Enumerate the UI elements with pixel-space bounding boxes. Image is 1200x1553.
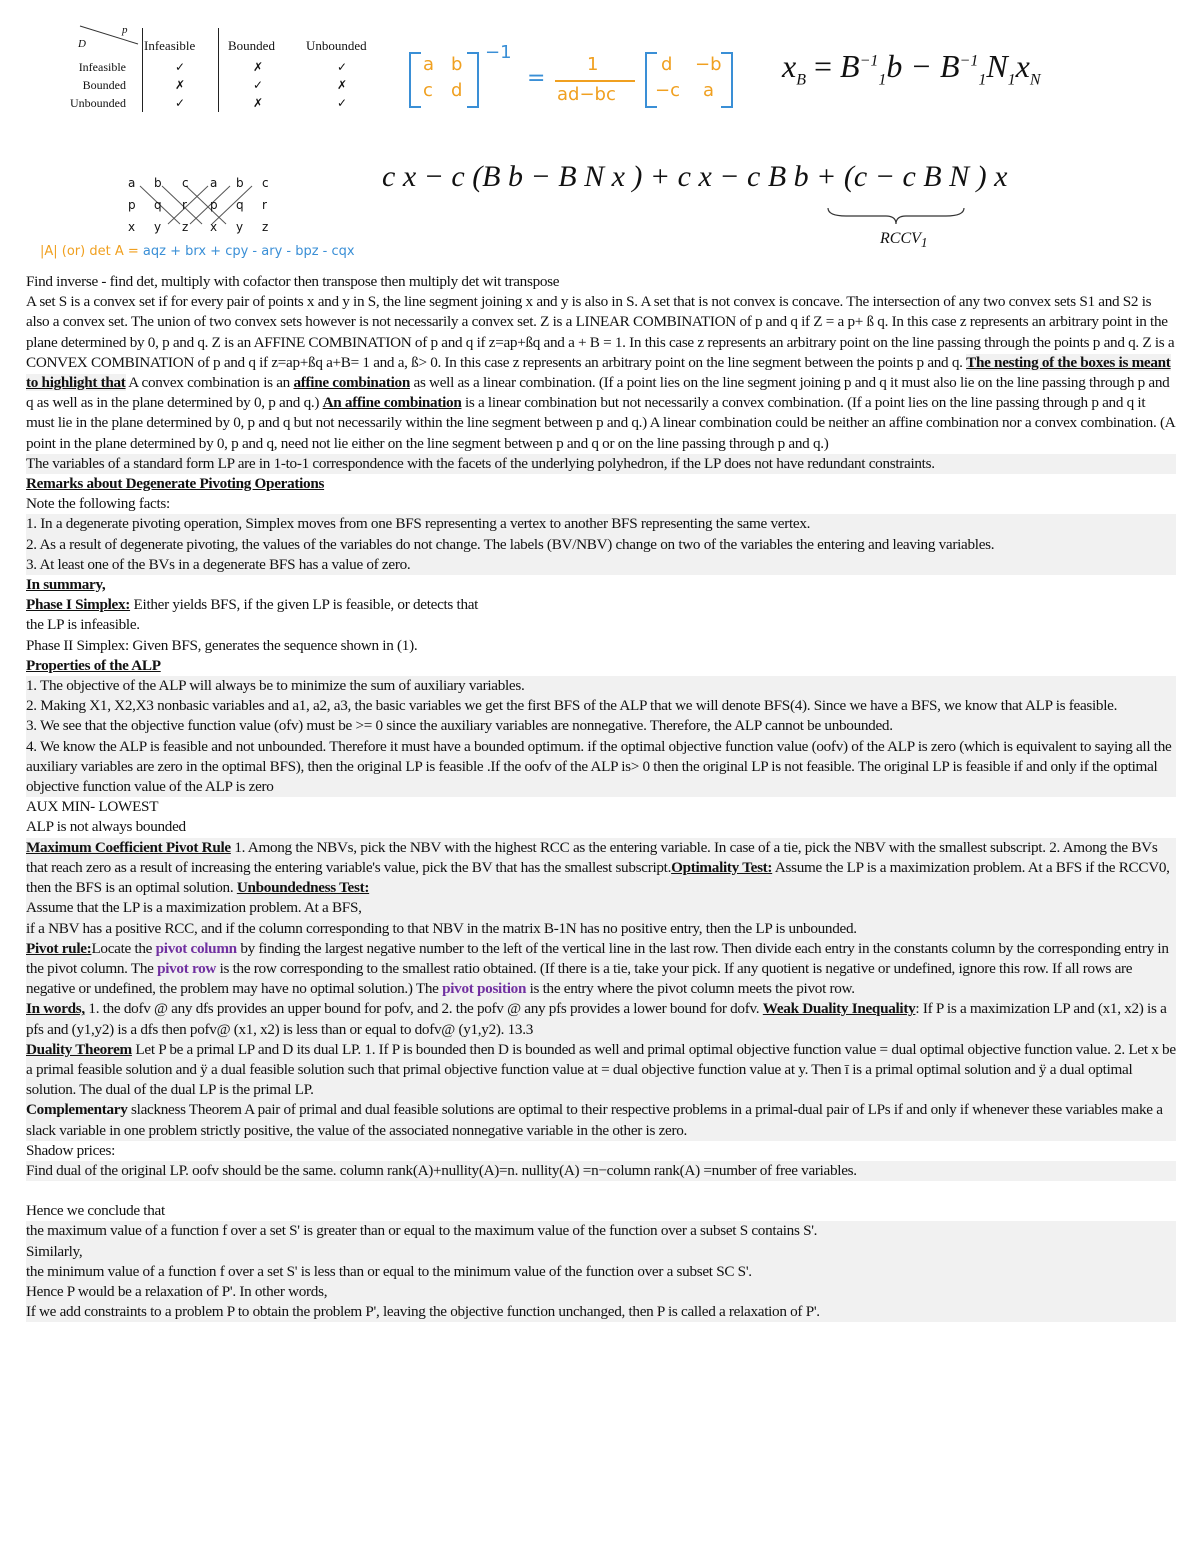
text-line: the minimum value of a function f over a set S' is less than or equal to the minimum value of the function over a subset SC S'. — [26, 1262, 1176, 1282]
underlined-text: Maximum Coefficient Pivot Rule — [26, 838, 231, 856]
det-letter: a — [128, 176, 136, 190]
fraction-denominator: ad−bc — [557, 84, 616, 105]
matrix-entry: a — [703, 80, 715, 101]
det-letter: c — [182, 176, 189, 190]
eq-part: B — [840, 48, 860, 84]
det-letter: x — [210, 220, 218, 234]
table-cell: ✓ — [252, 78, 264, 92]
col-header-unbounded: Unbounded — [306, 38, 367, 53]
determinant-arrows — [120, 180, 320, 230]
purple-term: pivot position — [442, 980, 527, 998]
text-line: Note the following facts: — [26, 495, 170, 513]
rccv-label — [880, 230, 928, 251]
notes-body — [26, 272, 1176, 1322]
cost-equation: c x − c (B b − B N x ) + c x − c B b + (c − c B N ) x — [382, 160, 1008, 193]
col-header-infeasible: Infeasible — [144, 38, 196, 53]
det-letter: y — [236, 220, 244, 234]
text-line: ALP is not always bounded — [26, 818, 186, 836]
col-header-bounded: Bounded — [228, 38, 275, 53]
det-expression: aqz + brx + cpy - ary - bpz - cqx — [142, 244, 355, 259]
text-line: Find inverse - find det, multiply with cofactor then transpose then multiply det wit transpose — [26, 273, 560, 290]
basic-variable-equation — [782, 48, 1041, 89]
paragraph-convexity — [26, 292, 1176, 454]
text-span: is the row corresponding to the smallest ratio obtained. (If there is a tie, take your pick. If any quotient is negative or undefined, ignore this row. If all rows are negative or undefined, the problem may have no optimal solution.) The — [26, 959, 1133, 998]
text-line: Phase II Simplex: Given BFS, generates the sequence shown in (1). — [26, 636, 418, 654]
text-span: A convex combination is an — [125, 374, 294, 392]
det-letter: r — [262, 198, 267, 212]
table-cell: ✗ — [336, 78, 348, 92]
text-span: as well as a linear combination. (If a point lies on the line segment joining p and q it must also lie on the line passing through p and q as well as in the plane determined by 0, p and q.) — [26, 374, 1170, 412]
text-span: Either yields BFS, if the given LP is feasible, or detects that — [130, 596, 479, 614]
det-letter: y — [154, 220, 162, 234]
det-letter: c — [262, 176, 269, 190]
underlined-text: Unboundedness Test: — [236, 879, 370, 897]
text-line: 2. Making X1, X2,X3 nonbasic variables and a1, a2, a3, the basic variables we get the first BFS of the ALP that we will denote BFS(4). Since we have a BFS, we know that ALP is feasible. — [26, 696, 1176, 716]
eq-part: b − B — [886, 48, 960, 84]
eq-sub: B — [796, 71, 806, 89]
matrix-entry: −b — [695, 54, 722, 75]
eq-sign: = — [813, 48, 833, 84]
text-line: Hence we conclude that — [26, 1202, 165, 1220]
underlined-text: The nesting of the boxes is meant to highlight that — [26, 353, 1171, 392]
det-letter: x — [128, 220, 136, 234]
table-cell: ✓ — [336, 96, 348, 110]
text-line: 1. In a degenerate pivoting operation, Simplex moves from one BFS representing a vertex to another BFS representing the same vertex. — [26, 514, 1176, 534]
det-letter: p — [210, 198, 218, 212]
text-line: Find dual of the original LP. oofv should be the same. column rank(A)+nullity(A)=n. nullity(A) =n−column rank(A) =number of free variables. — [26, 1161, 1176, 1181]
eq-part: N — [986, 48, 1008, 84]
purple-term: pivot column — [155, 939, 237, 957]
text-span: by finding the largest negative number to the left of the vertical line in the last row. Then divide each entry in the constants column by the corresponding entry in the pivot column. The — [26, 939, 1169, 977]
table-cell: ✓ — [174, 60, 186, 74]
det-letter: b — [154, 176, 162, 190]
eq-sub: N — [1029, 71, 1041, 89]
purple-term: pivot row — [157, 959, 217, 977]
corner-label-d: D — [78, 38, 86, 50]
eq-part: x — [1015, 48, 1030, 84]
underlined-text: affine combination — [293, 374, 410, 392]
det-letter: q — [154, 198, 162, 212]
determinant-diagram — [40, 172, 380, 262]
row-label-bounded: Bounded — [82, 78, 126, 92]
text-span: slackness Theorem A pair of primal and dual feasible solutions are optimal to their respective problems in a primal-dual pair of LPs if and only if whenever these variables make a slack variable in one problem strictly positive, the value of the associated nonnegative variable in the other is zero. — [26, 1101, 1163, 1139]
text-span: : If P is a maximization LP and (x1, x2) is a pfs and (y1,y2) is a dfs then pofv@ (x1, x2) is less than or equal to dofv@ (y1,y2). 13.3 — [26, 1000, 1167, 1038]
underlined-text: Phase I Simplex: — [26, 596, 131, 614]
row-label-infeasible: Infeasible — [78, 60, 126, 74]
table-cell: ✓ — [336, 60, 348, 74]
inverse-exponent: −1 — [485, 42, 512, 63]
eq-sub: 1 — [878, 71, 887, 89]
eq-sub: 1 — [1007, 71, 1016, 89]
underbrace — [826, 206, 966, 226]
eq-sub: 1 — [978, 71, 987, 89]
underlined-text: Pivot rule: — [26, 939, 92, 957]
underlined-text: Optimality Test: — [671, 858, 773, 876]
heading: In summary, — [26, 576, 106, 594]
matrix-entry: b — [451, 54, 463, 75]
text-line: Shadow prices: — [26, 1141, 116, 1159]
eq-sup: −1 — [859, 52, 879, 70]
underlined-text: An affine combination — [322, 394, 462, 412]
matrix-entry: c — [423, 80, 433, 101]
underlined-text: Weak Duality Inequality — [762, 1000, 916, 1018]
table-cell: ✓ — [174, 96, 186, 110]
row-label-unbounded: Unbounded — [70, 96, 126, 110]
heading: Properties of the ALP — [26, 656, 161, 674]
text-line: the LP is infeasible. — [26, 616, 140, 634]
text-line: The variables of a standard form LP are in 1-to-1 correspondence with the facets of the underlying polyhedron, if the LP does not have redundant constraints. — [26, 454, 1176, 474]
text-span: Locate the — [91, 939, 156, 957]
det-letter: p — [128, 198, 136, 212]
table-cell: ✗ — [174, 78, 186, 92]
text-line: 3. We see that the objective function value (ofv) must be >= 0 since the auxiliary variables are nonnegative. Therefore, the ALP cannot be unbounded. — [26, 716, 1176, 736]
det-letter: r — [182, 198, 187, 212]
matrix-entry: −c — [655, 80, 680, 101]
determinant-formula — [40, 244, 355, 259]
underlined-text: In words, — [26, 1000, 85, 1018]
det-letter: z — [182, 220, 189, 234]
text-line: 4. We know the ALP is feasible and not unbounded. Therefore it must have a bounded optimum. if the optimal objective function value (oofv) of the ALP is zero (which is equivalent to saying all the auxiliary variables are zero in the optimal BFS), then the original LP is feasible .If the oofv of the ALP is> 0 then the original LP is not feasible. The original LP is feasible if and only if the optimal objective function value of the ALP is zero — [26, 737, 1176, 798]
text-line: Similarly, — [26, 1242, 1176, 1262]
text-line: Assume that the LP is a maximization problem. At a BFS, — [26, 898, 1176, 918]
det-letter: z — [262, 220, 269, 234]
text-span: is a linear combination but not necessarily a convex combination. (If a point lies on the line passing through p and q it must lie in the plane determined by 0, p and q but not necessarily within the line segment between p and q.) A linear combination could be neither an affine combination nor a convex combination. (A point in the plane determined by 0, p and q, need not lie either on the line segment between p and q or on the line passing through p and q.) — [26, 394, 1175, 452]
matrix-inverse-formula — [405, 42, 735, 113]
text-span: Assume the LP is a maximization problem. At a BFS if the RCCV0, then the BFS is an optimal solution. — [26, 858, 1170, 897]
text-line: 1. The objective of the ALP will always be to minimize the sum of auxiliary variables. — [26, 676, 1176, 696]
primal-dual-table — [48, 24, 388, 114]
text-line: AUX MIN- LOWEST — [26, 798, 159, 816]
text-span: 1. Among the NBVs, pick the NBV with the highest RCC as the entering variable. In case of a tie, pick the NBV with the smallest subscript. 2. Among the BVs that reach zero as a result of increasing the entering variable's value, pick the BV that has the smallest subscript. — [26, 838, 1158, 876]
text-line: If we add constraints to a problem P to obtain the problem P', leaving the objective function unchanged, then P is called a relaxation of P'. — [26, 1302, 1176, 1322]
eq-lhs: x — [782, 48, 797, 84]
fraction-numerator: 1 — [587, 54, 599, 75]
rccv-text: RCCV — [880, 230, 921, 247]
corner-label-p: p — [122, 24, 128, 36]
eq-sup: −1 — [959, 52, 979, 70]
bold-text: Complementary — [26, 1101, 128, 1119]
table-cell: ✗ — [252, 96, 264, 110]
text-span: Let P be a primal LP and D its dual LP. 1. If P is bounded then D is bounded as well and primal optimal objective function value = dual optimal objective function value. 2. Let x be a primal feasible solution and ÿ a dual feasible solution such that primal objective function value at = dual objective function value at y. Then ī is a primal optimal solution and ÿ a dual optimal solution. The dual of the dual LP is the primal LP. — [26, 1040, 1176, 1099]
heading: Remarks about Degenerate Pivoting Operations — [26, 475, 325, 493]
det-letter: a — [210, 176, 218, 190]
text-line: the maximum value of a function f over a set S' is greater than or equal to the maximum value of the function over a subset S contains S'. — [26, 1221, 1176, 1241]
rccv-sub: 1 — [920, 235, 928, 251]
text-line: 3. At least one of the BVs in a degenerate BFS has a value of zero. — [26, 555, 1176, 575]
matrix-entry: a — [423, 54, 435, 75]
text-span: 1. the dofv @ any dfs provides an upper bound for pofv, and 2. the pofv @ any pfs provides a lower bound for dofv. — [84, 1000, 763, 1018]
underlined-text: Duality Theorem — [26, 1040, 132, 1058]
table-cell: ✗ — [252, 60, 264, 74]
text-line: Hence P would be a relaxation of P'. In other words, — [26, 1282, 1176, 1302]
matrix-entry: d — [451, 80, 463, 101]
text-span: A set S is a convex set if for every pair of points x and y in S, the line segment joining x and y is also in S. A set that is not convex is concave. The intersection of any two convex sets S1 and S2 is also a convex set. The union of two convex sets however is not necessarily a convex set. Z is a LINEAR COMBINATION of p and q if Z = a p+ ß q. In this case z represents an arbitrary point in the plane determined by 0, p and q. Z is an AFFINE COMBINATION of p and q if z=ap+ßq and a + B = 1. In this case z represents an arbitrary point on the line passing through the points p and q. Z is a CONVEX COMBINATION of p and q if z=ap+ßq a+B= 1 and a, ß> 0. In this case z represents an arbitrary point on the line segment between the points p and q. — [26, 293, 1175, 371]
det-letter: b — [236, 176, 244, 190]
text-line: if a NBV has a positive RCC, and if the column corresponding to that NBV in the matrix B-1N has no positive entry, then the LP is unbounded. — [26, 919, 1176, 939]
det-letter: q — [236, 198, 244, 212]
matrix-entry: d — [661, 54, 673, 75]
equals-sign: = — [527, 66, 546, 91]
det-label: |A| (or) det A = — [40, 244, 139, 259]
text-span: is the entry where the pivot column meets the pivot row. — [526, 980, 855, 998]
text-line: 2. As a result of degenerate pivoting, the values of the variables do not change. The labels (BV/NBV) change on two of the variables the entering and leaving variables. — [26, 535, 1176, 555]
